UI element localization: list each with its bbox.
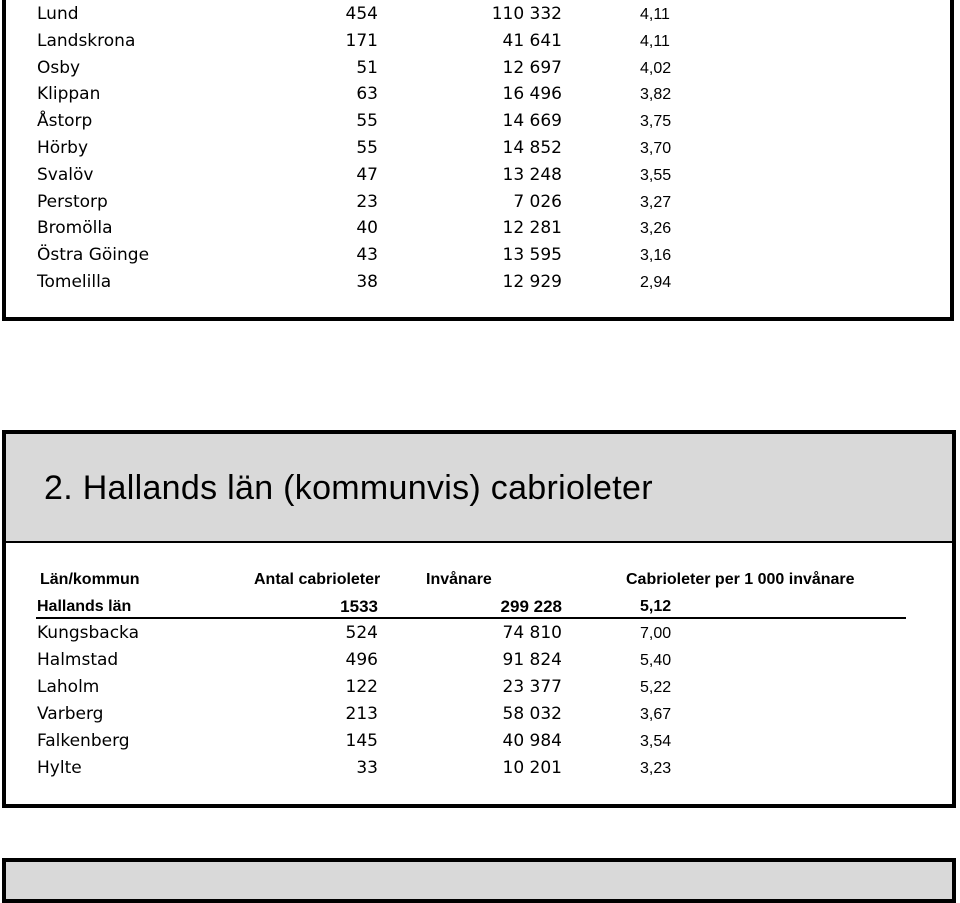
cabriolet-count: 55 (356, 138, 378, 158)
rate-per-1000: 3,82 (640, 86, 672, 104)
cabriolet-count: 171 (345, 30, 378, 51)
cabriolet-count: 33 (356, 758, 378, 778)
municipality-name: Bromölla (37, 218, 113, 239)
rate-per-1000: 4,02 (640, 59, 672, 77)
rate-per-1000: 3,26 (640, 220, 672, 238)
municipality-name: Laholm (37, 677, 100, 697)
rate-per-1000: 4,11 (640, 6, 670, 23)
cabriolet-count: 43 (356, 245, 378, 266)
header-pop: Invånare (426, 571, 492, 588)
rate-per-1000: 3,55 (640, 166, 672, 184)
population: 12 697 (502, 57, 562, 78)
municipality-name: Östra Göinge (37, 245, 150, 266)
cabriolet-count: 496 (345, 650, 378, 670)
municipality-name: Hörby (37, 138, 89, 158)
population: 74 810 (502, 623, 562, 643)
population: 41 641 (502, 30, 562, 51)
cabriolet-count: 524 (345, 623, 378, 643)
total-count: 1533 (340, 597, 378, 616)
municipality-name: Lund (37, 4, 79, 24)
municipality-name: Perstorp (37, 191, 108, 212)
total-divider (36, 617, 906, 619)
rate-per-1000: 3,70 (640, 140, 672, 157)
cabriolet-count: 145 (345, 731, 378, 751)
cabriolet-count: 122 (345, 677, 378, 697)
cabriolet-count: 63 (356, 84, 378, 105)
cabriolet-count: 23 (356, 191, 378, 212)
population: 10 201 (502, 758, 562, 778)
municipality-name: Varberg (37, 704, 104, 724)
cabriolet-count: 55 (356, 111, 378, 132)
population: 14 852 (502, 138, 562, 158)
cabriolet-count: 38 (356, 272, 378, 292)
population: 12 929 (502, 272, 562, 292)
cabriolet-count: 213 (345, 704, 378, 724)
halland-title-bar (6, 434, 952, 543)
municipality-name: Landskrona (37, 30, 136, 51)
rate-per-1000: 7,00 (640, 625, 672, 642)
population: 12 281 (502, 218, 562, 239)
population: 58 032 (502, 704, 562, 724)
header-name: Län/kommun (40, 571, 140, 588)
rate-per-1000: 5,22 (640, 679, 672, 696)
population: 23 377 (502, 677, 562, 697)
rate-per-1000: 2,94 (640, 274, 672, 291)
population: 14 669 (502, 111, 562, 132)
rate-per-1000: 3,54 (640, 733, 672, 750)
population: 13 248 (502, 164, 562, 185)
cabriolet-count: 454 (345, 4, 378, 24)
rate-per-1000: 3,27 (640, 193, 672, 211)
header-rate: Cabrioleter per 1 000 invånare (626, 571, 855, 588)
population: 16 496 (502, 84, 562, 105)
municipality-name: Kungsbacka (37, 623, 140, 643)
municipality-name: Halmstad (37, 650, 119, 670)
municipality-name: Klippan (37, 84, 101, 105)
cabriolet-count: 40 (356, 218, 378, 239)
header-count: Antal cabrioleter (254, 571, 381, 588)
rate-per-1000: 3,67 (640, 706, 672, 723)
population: 110 332 (491, 4, 562, 24)
population: 7 026 (513, 191, 562, 212)
rate-per-1000: 5,40 (640, 652, 672, 669)
halland-title: 2. Hallands län (kommunvis) cabrioleter (44, 469, 653, 507)
municipality-name: Åstorp (37, 111, 93, 132)
total-rate: 5,12 (640, 598, 672, 615)
cabriolet-count: 51 (356, 57, 378, 78)
municipality-name: Falkenberg (37, 731, 130, 751)
total-pop: 299 228 (500, 597, 562, 616)
municipality-name: Hylte (37, 758, 82, 778)
population: 40 984 (502, 731, 562, 751)
municipality-name: Svalöv (37, 164, 94, 185)
rate-per-1000: 3,16 (640, 247, 672, 265)
rate-per-1000: 4,11 (640, 32, 670, 50)
population: 13 595 (502, 245, 562, 266)
rate-per-1000: 3,23 (640, 760, 672, 777)
municipality-name: Tomelilla (37, 272, 112, 292)
population: 91 824 (502, 650, 562, 670)
total-name: Hallands län (37, 598, 132, 615)
rate-per-1000: 3,75 (640, 113, 672, 131)
next-section-panel (2, 858, 956, 903)
municipality-name: Osby (37, 57, 81, 78)
cabriolet-count: 47 (356, 164, 378, 185)
